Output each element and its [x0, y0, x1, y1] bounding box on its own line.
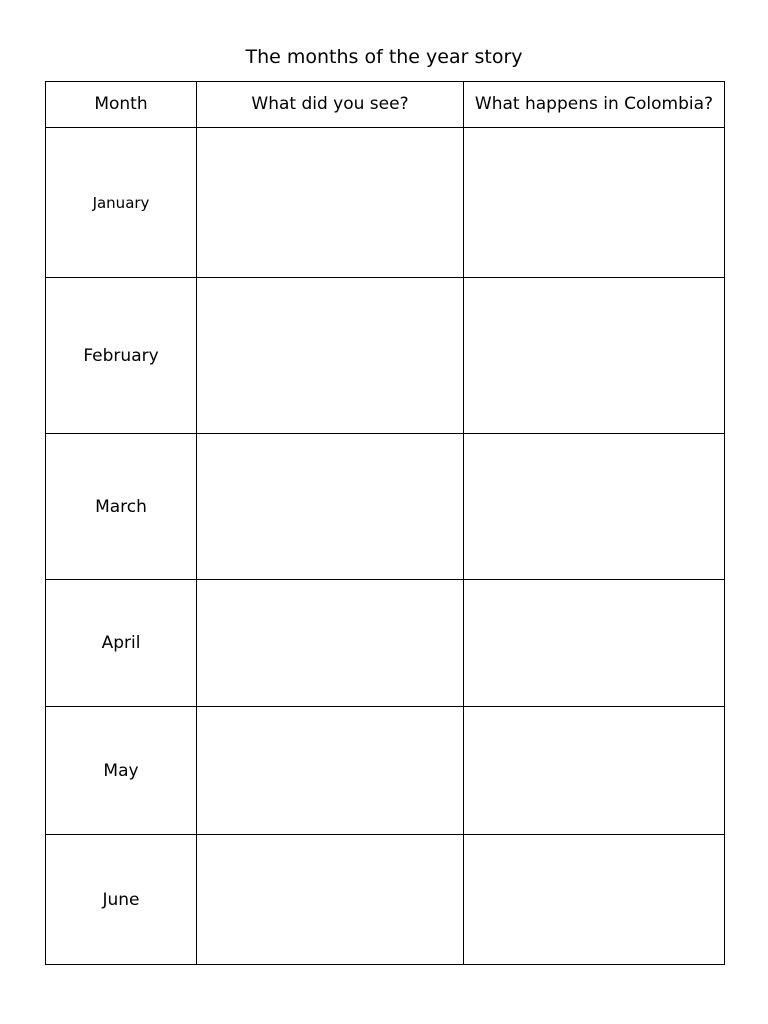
table-header-row: [46, 82, 725, 128]
what-did-you-see-cell-june[interactable]: [197, 835, 464, 965]
month-label-june: June: [46, 835, 197, 965]
what-did-you-see-cell-february[interactable]: [197, 278, 464, 434]
what-did-you-see-cell-may[interactable]: [197, 707, 464, 835]
worksheet-title: The months of the year story: [245, 46, 523, 68]
month-label-may: May: [46, 707, 197, 835]
table-row: [46, 580, 725, 707]
what-happens-cell-february[interactable]: [464, 278, 725, 434]
what-did-you-see-cell-march[interactable]: [197, 434, 464, 580]
month-label-april: April: [46, 580, 197, 707]
what-happens-cell-may[interactable]: [464, 707, 725, 835]
what-happens-cell-june[interactable]: [464, 835, 725, 965]
table-row: [46, 707, 725, 835]
what-did-you-see-cell-january[interactable]: [197, 128, 464, 278]
table-row: [46, 278, 725, 434]
month-label-march: March: [46, 434, 197, 580]
header-what-did-you-see: What did you see?: [197, 82, 464, 128]
what-did-you-see-cell-april[interactable]: [197, 580, 464, 707]
months-table: [45, 81, 725, 965]
table-row: [46, 835, 725, 965]
header-month: Month: [46, 82, 197, 128]
what-happens-cell-april[interactable]: [464, 580, 725, 707]
table-row: [46, 434, 725, 580]
what-happens-cell-january[interactable]: [464, 128, 725, 278]
month-label-february: February: [46, 278, 197, 434]
what-happens-cell-march[interactable]: [464, 434, 725, 580]
header-what-happens-in-colombia: What happens in Colombia?: [464, 82, 725, 128]
month-label-january: January: [46, 128, 197, 278]
table-row: [46, 128, 725, 278]
